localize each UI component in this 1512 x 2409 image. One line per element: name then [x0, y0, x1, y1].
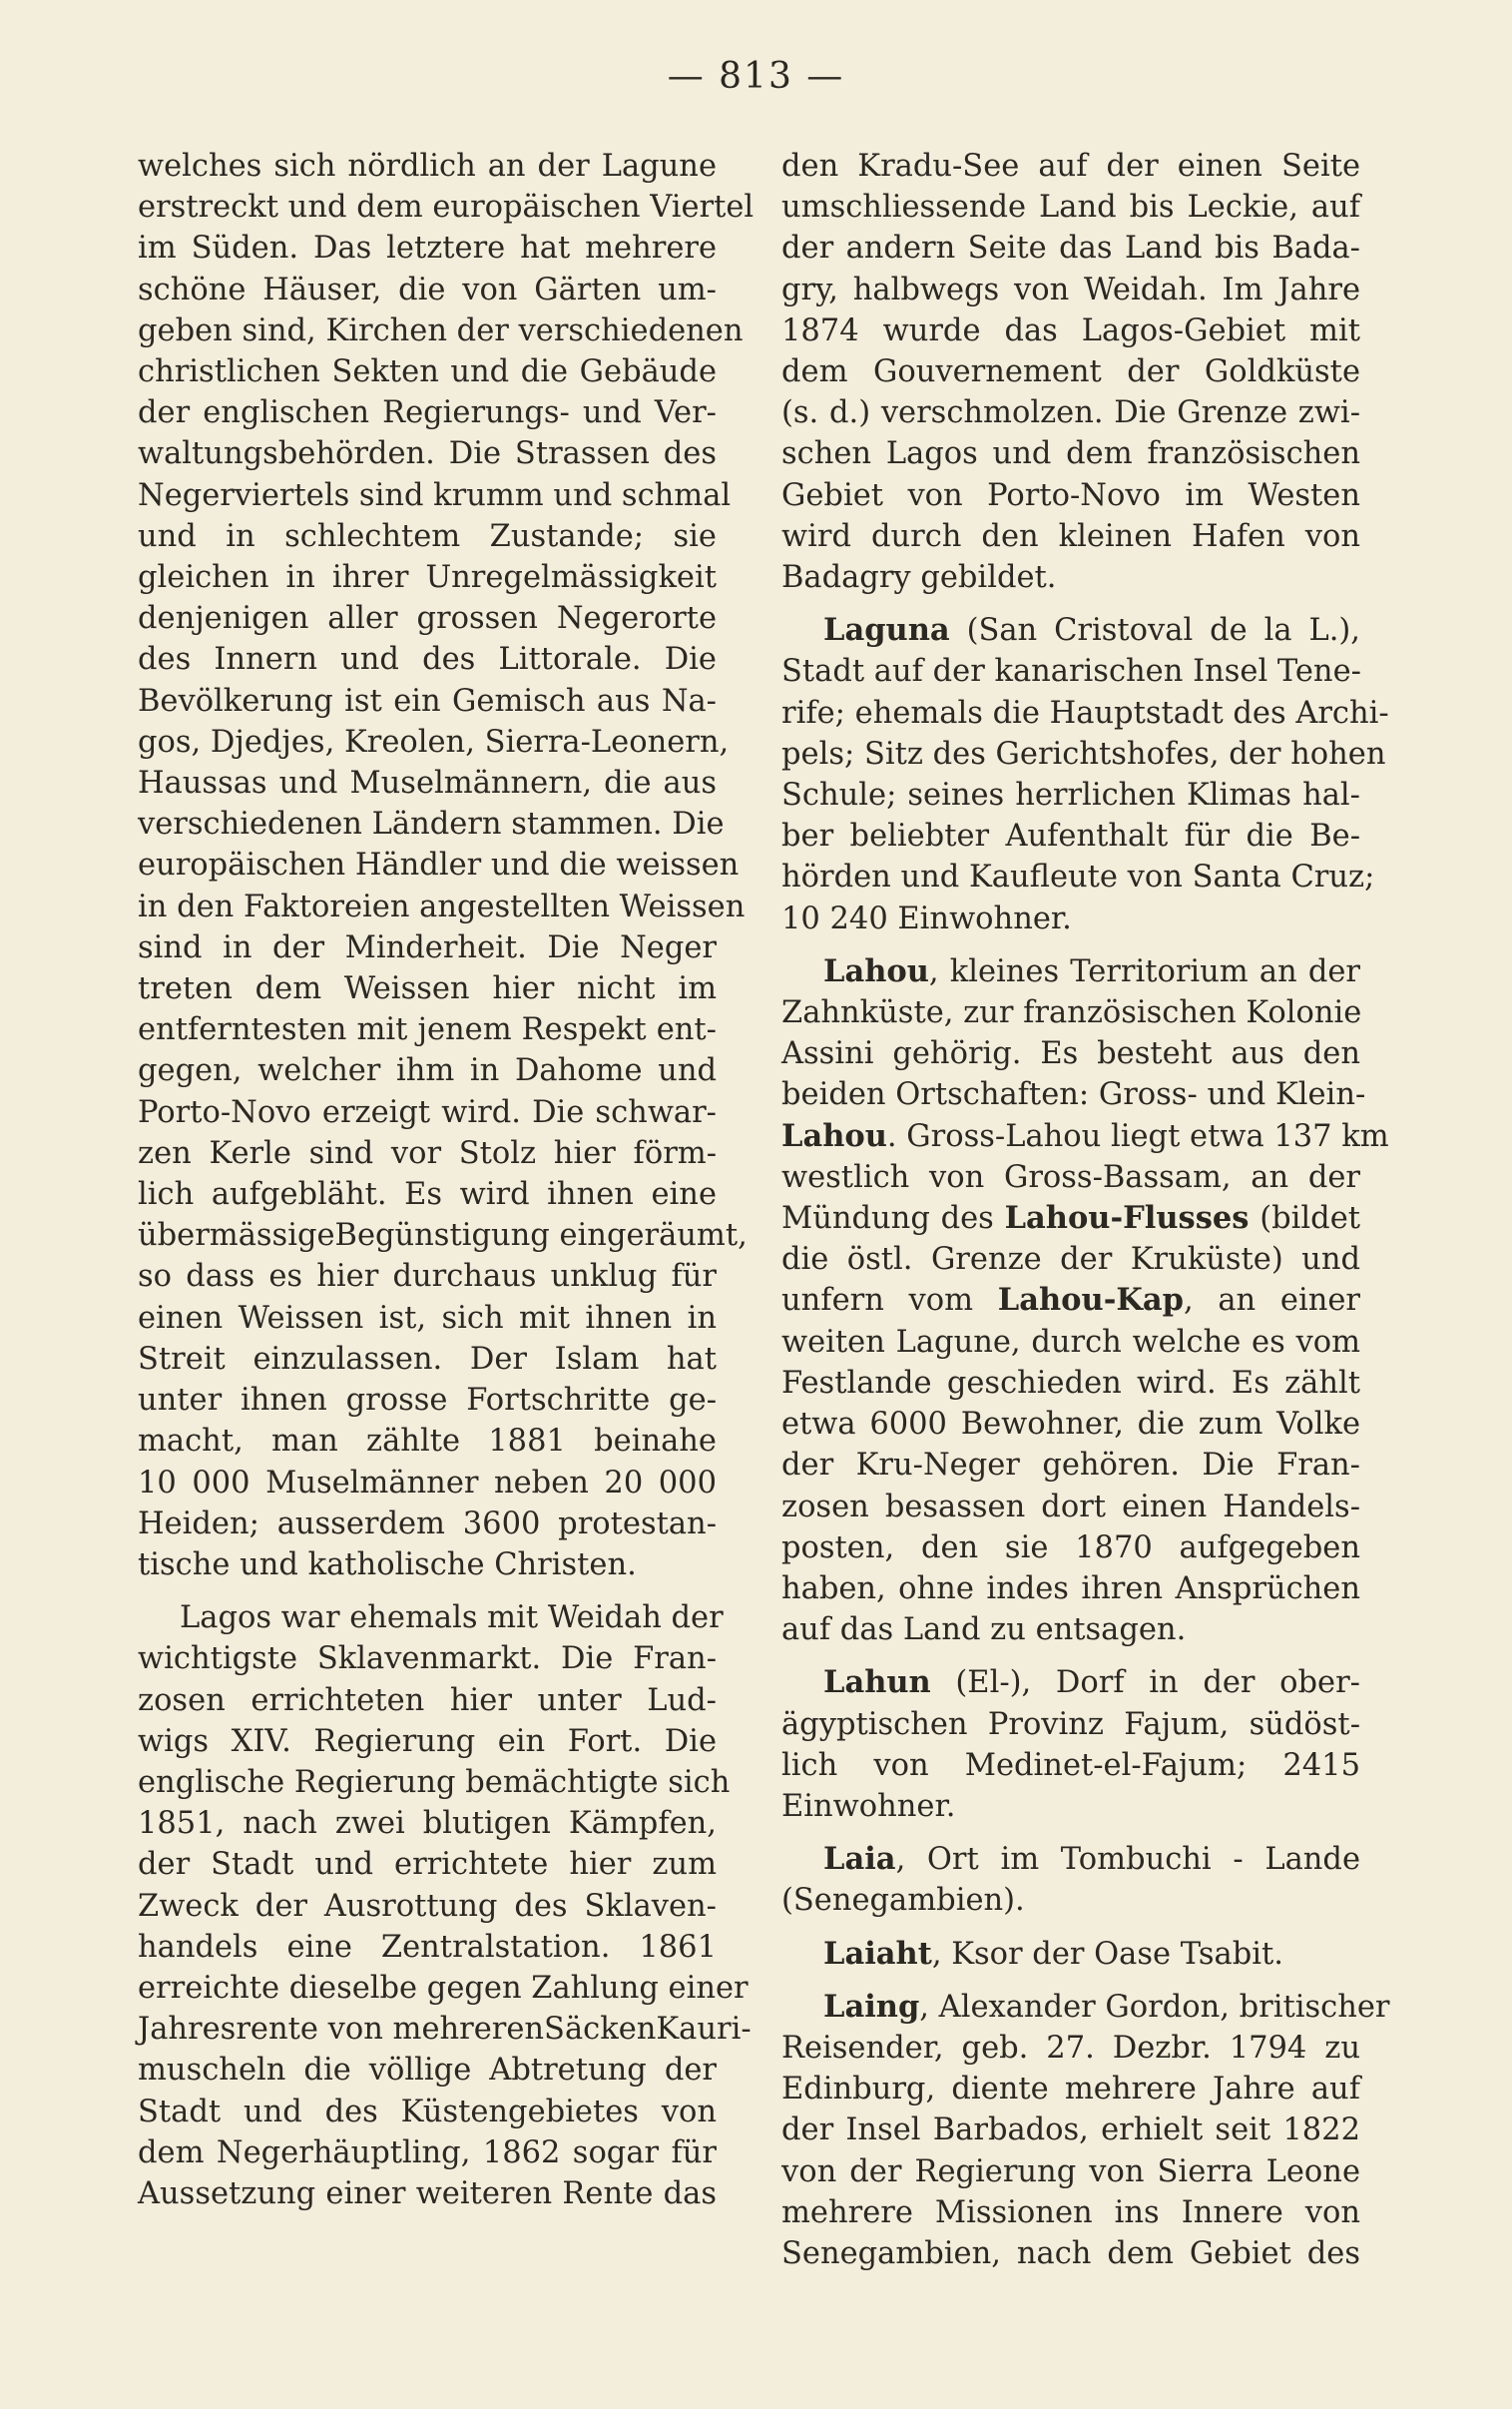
text-line: Festlande geschieden wird. Es zählt	[781, 1365, 1360, 1401]
text-line: Lahou. Gross-Lahou liegt etwa 137 km	[781, 1117, 1389, 1154]
text-line: Reisender, geb. 27. Dezbr. 1794 zu	[781, 2030, 1360, 2066]
text-line: unfern vom Lahou-Kap, an einer	[781, 1282, 1360, 1319]
entry-first-line: Lahun (El-), Dorf in der ober-	[823, 1664, 1360, 1701]
text-line: Lagos war ehemals mit Weidah der	[180, 1600, 724, 1636]
entry-lahou	[781, 951, 1389, 1650]
text-line: der englischen Regierungs- und Ver-	[138, 395, 717, 431]
text-line: englische Regierung bemächtigte sich	[138, 1764, 731, 1800]
entry-first-line: Laing, Alexander Gordon, britischer	[823, 1988, 1390, 2025]
text-line: Streit einzulassen. Der Islam hat	[138, 1341, 717, 1377]
left-column	[138, 146, 755, 2214]
text-line: 1851, nach zwei blutigen Kämpfen,	[138, 1806, 717, 1842]
lemma-headword: Lahou	[781, 1117, 887, 1154]
text-line: schöne Häuser, die von Gärten um-	[138, 272, 717, 307]
text-line: etwa 6000 Bewohner, die zum Volke	[781, 1407, 1360, 1443]
text-line: europäischen Händler und die weissen	[138, 848, 740, 884]
text-line: rife; ehemals die Hauptstadt des Archi-	[781, 695, 1389, 731]
text-line: zen Kerle sind vor Stolz hier förm-	[138, 1135, 717, 1171]
text-line: der Insel Barbados, erhielt seit 1822	[781, 2112, 1360, 2148]
text-line: von der Regierung von Sierra Leone	[781, 2153, 1360, 2189]
text-line: Schule; seines herrlichen Klimas hal-	[781, 778, 1360, 814]
text-line: wigs XIV. Regierung ein Fort. Die	[138, 1723, 717, 1759]
text-line: Haussas und Muselmännern, die aus	[138, 766, 717, 802]
text-line: waltungsbehörden. Die Strassen des	[138, 436, 717, 472]
paragraph-lagos-continued	[138, 146, 755, 1585]
text-line: und in schlechtem Zustande; sie	[138, 518, 717, 554]
text-line: handels eine Zentralstation. 1861	[138, 1929, 717, 1965]
text-line: schen Lagos und dem französischen	[781, 436, 1360, 472]
text-line: sind in der Minderheit. Die Neger	[138, 929, 717, 965]
text-line: treten dem Weissen hier nicht im	[138, 971, 717, 1007]
text-line: wird durch den kleinen Hafen von	[781, 518, 1360, 554]
text-line: geben sind, Kirchen der verschiedenen	[138, 312, 744, 348]
right-column	[781, 146, 1390, 2274]
paragraph-lagos-history	[138, 1597, 752, 2214]
text-line: umschliessende Land bis Leckie, auf	[781, 190, 1360, 226]
text-line: den Kradu-See auf der einen Seite	[781, 149, 1360, 184]
text-line: Zahnküste, zur französischen Kolonie	[781, 995, 1362, 1031]
text-line: westlich von Gross-Bassam, an der	[781, 1159, 1360, 1195]
text-line: Bevölkerung ist ein Gemisch aus Na-	[138, 683, 717, 719]
text-line: zosen besassen dort einen Handels-	[781, 1489, 1360, 1524]
text-line: der Kru-Neger gehören. Die Fran-	[781, 1448, 1360, 1484]
text-line: denjenigen aller grossen Negerorte	[138, 601, 717, 637]
text-line: erreichte dieselbe gegen Zahlung einer	[138, 1970, 749, 2006]
text-line: die östl. Grenze der Kruküste) und	[781, 1242, 1360, 1278]
text-line: dem Negerhäuptling, 1862 sogar für	[138, 2134, 717, 2170]
text-line: Zweck der Ausrottung des Sklaven-	[138, 1888, 717, 1924]
text-line: macht, man zählte 1881 beinahe	[138, 1424, 717, 1460]
text-line: Badagry gebildet.	[781, 560, 1057, 596]
text-line: gleichen in ihrer Unregelmässigkeit	[138, 560, 717, 596]
text-line: welches sich nördlich an der Lagune	[138, 149, 717, 184]
text-line: hörden und Kaufleute von Santa Cruz;	[781, 860, 1375, 896]
text-line: pels; Sitz des Gerichtshofes, der hohen	[781, 736, 1386, 772]
text-line: erstreckt und dem europäischen Viertel	[138, 190, 755, 226]
text-line: Porto-Novo erzeigt wird. Die schwar-	[138, 1094, 717, 1130]
entry-first-line: Laguna (San Cristoval de la L.),	[823, 612, 1360, 649]
lemma-headword: Lahou-Kap	[997, 1282, 1184, 1319]
text-line: lich von Medinet-el-Fajum; 2415	[781, 1747, 1360, 1783]
text-line: gegen, welcher ihm in Dahome und	[138, 1053, 717, 1089]
lemma-headword: Laiaht	[823, 1935, 932, 1972]
entry-lahun	[781, 1662, 1360, 1827]
text-line: Einwohner.	[781, 1788, 956, 1824]
entry-first-line: Laia, Ort im Tombuchi - Lande	[823, 1841, 1360, 1878]
lemma-headword: Lahou	[823, 952, 929, 989]
entry-first-line: Laiaht, Ksor der Oase Tsabit.	[823, 1935, 1283, 1972]
text-line: posten, den sie 1870 aufgegeben	[781, 1529, 1360, 1565]
text-line: auf das Land zu entsagen.	[781, 1612, 1187, 1648]
text-line: (s. d.) verschmolzen. Die Grenze zwi-	[781, 395, 1360, 431]
text-line: entferntesten mit jenem Respekt ent-	[138, 1012, 717, 1048]
text-line: 10 000 Muselmänner neben 20 000	[138, 1465, 717, 1501]
text-line: verschiedenen Ländern stammen. Die	[138, 807, 725, 843]
text-line: so dass es hier durchaus unklug für	[138, 1259, 717, 1295]
text-line: Assini gehörig. Es besteht aus den	[781, 1036, 1360, 1072]
text-line: Negerviertels sind krumm und schmal	[138, 477, 732, 513]
lemma-headword: Laguna	[823, 612, 950, 649]
text-line: Stadt auf der kanarischen Insel Tene-	[781, 654, 1361, 690]
paragraph-lagos-end	[781, 146, 1360, 598]
lemma-headword: Laia	[823, 1841, 896, 1878]
text-line: Edinburg, diente mehrere Jahre auf	[781, 2072, 1360, 2108]
text-line: dem Gouvernement der Goldküste	[781, 354, 1360, 390]
lemma-headword: Lahun	[823, 1664, 931, 1701]
text-line: christlichen Sekten und die Gebäude	[138, 354, 717, 390]
text-line: in den Faktoreien angestellten Weissen	[138, 889, 746, 924]
text-line: Gebiet von Porto-Novo im Westen	[781, 477, 1360, 513]
text-line: übermässigeBegünstigung eingeräumt,	[138, 1218, 748, 1254]
text-line: Stadt und des Küstengebietes von	[138, 2094, 717, 2129]
text-line: (Senegambien).	[781, 1883, 1025, 1919]
text-line: der andern Seite das Land bis Bada-	[781, 231, 1360, 267]
text-line: mehrere Missionen ins Innere von	[781, 2194, 1360, 2230]
text-line: 10 240 Einwohner.	[781, 901, 1072, 936]
page-number: — 813 —	[667, 56, 845, 97]
text-line: ber beliebter Aufenthalt für die Be-	[781, 819, 1360, 855]
entry-laing	[781, 1987, 1390, 2274]
entry-laguna	[781, 610, 1389, 939]
text-line: des Innern und des Littorale. Die	[138, 642, 717, 678]
lemma-headword: Laing	[823, 1988, 920, 2025]
text-line: Senegambien, nach dem Gebiet des	[781, 2235, 1360, 2271]
text-line: Heiden; ausserdem 3600 protestan-	[138, 1506, 717, 1541]
text-line: lich aufgebläht. Es wird ihnen eine	[138, 1177, 717, 1213]
lemma-headword: Lahou-Flusses	[1004, 1200, 1250, 1237]
text-line: ägyptischen Provinz Fajum, südöst-	[781, 1706, 1360, 1742]
text-line: tische und katholische Christen.	[138, 1546, 637, 1582]
text-line: wichtigste Sklavenmarkt. Die Fran-	[138, 1641, 717, 1677]
text-line: unter ihnen grosse Fortschritte ge-	[138, 1383, 717, 1419]
text-line: gry, halbwegs von Weidah. Im Jahre	[781, 272, 1360, 307]
text-line: haben, ohne indes ihren Ansprüchen	[781, 1570, 1360, 1606]
entry-first-line: Lahou, kleines Territorium an der	[823, 952, 1360, 989]
entry-laiaht	[781, 1934, 1360, 1975]
text-line: zosen errichteten hier unter Lud-	[138, 1682, 717, 1718]
entry-laia	[781, 1839, 1360, 1921]
text-line: muscheln die völlige Abtretung der	[138, 2053, 717, 2089]
text-line: Mündung des Lahou-Flusses (bildet	[781, 1200, 1360, 1237]
text-line: gos, Djedjes, Kreolen, Sierra-Leonern,	[138, 724, 730, 760]
text-line: der Stadt und errichtete hier zum	[138, 1847, 717, 1883]
text-line: beiden Ortschaften: Gross- und Klein-	[781, 1077, 1366, 1113]
text-line: 1874 wurde das Lagos-Gebiet mit	[781, 312, 1360, 348]
text-line: Jahresrente von mehrerenSäckenKauri-	[138, 2012, 752, 2048]
text-line: einen Weissen ist, sich mit ihnen in	[138, 1300, 717, 1336]
text-line: weiten Lagune, durch welche es vom	[781, 1324, 1360, 1360]
text-line: im Süden. Das letztere hat mehrere	[138, 231, 717, 267]
text-line: Aussetzung einer weiteren Rente das	[138, 2175, 717, 2211]
